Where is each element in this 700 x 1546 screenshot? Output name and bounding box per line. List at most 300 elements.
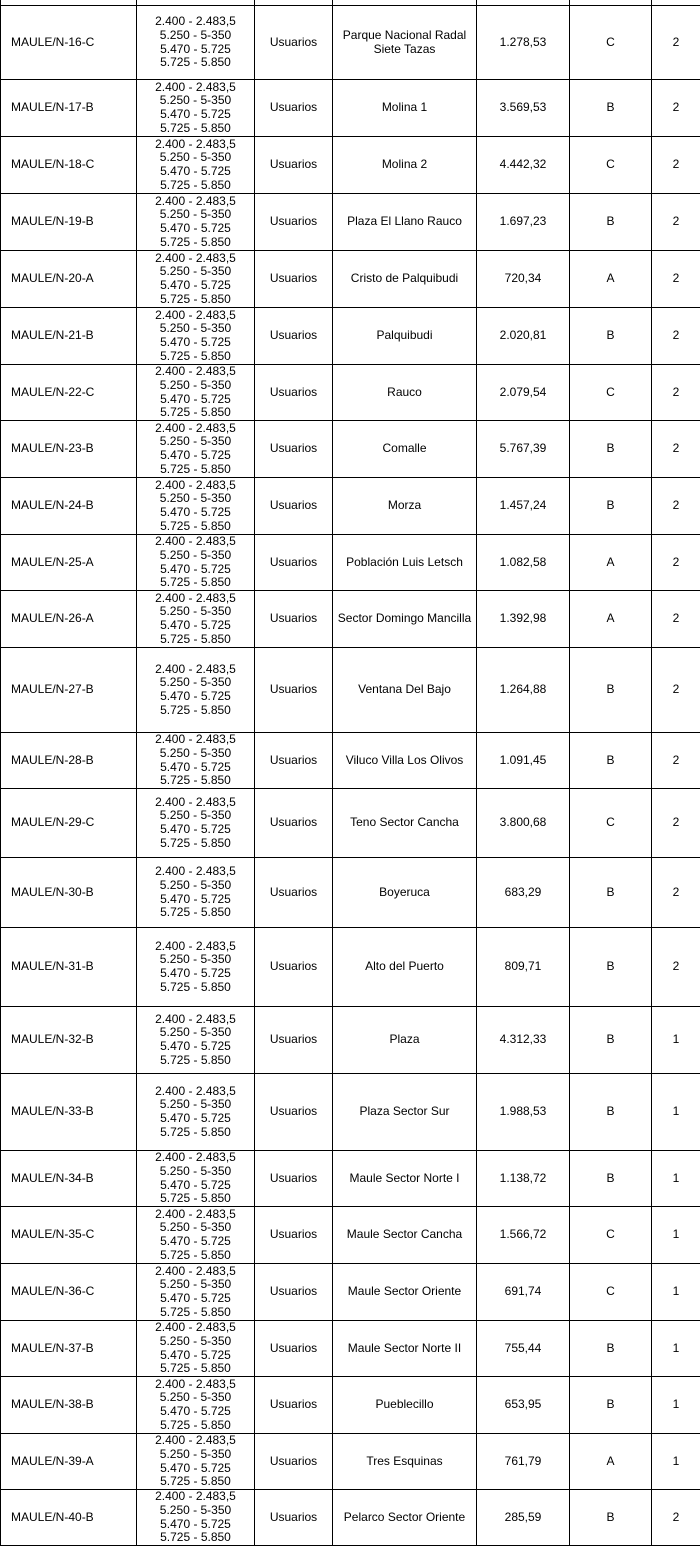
- value-cell: 3.800,68: [477, 789, 570, 858]
- frequency-band-line: 5.250 - 5-350: [140, 1026, 251, 1040]
- category-cell: B: [570, 80, 652, 137]
- count-cell: 2: [652, 308, 700, 365]
- site-code-cell: MAULE/N-17-B: [1, 80, 137, 137]
- frequency-band-line: 5.470 - 5.725: [140, 1462, 251, 1476]
- usage-type-cell: Usuarios: [255, 591, 333, 648]
- location-cell: Pueblecillo: [333, 1377, 477, 1434]
- frequency-band-line: 5.250 - 5-350: [140, 1504, 251, 1518]
- usage-type-cell: Usuarios: [255, 1434, 333, 1490]
- frequency-bands-cell: [137, 1490, 255, 1546]
- frequency-band-line: 2.400 - 2.483,5: [140, 138, 251, 152]
- location-cell: Comalle: [333, 421, 477, 478]
- table-row: [1, 733, 700, 789]
- category-cell: A: [570, 1434, 652, 1490]
- usage-type-cell: Usuarios: [255, 1321, 333, 1377]
- usage-type-cell: Usuarios: [255, 789, 333, 858]
- count-cell: 1: [652, 1207, 700, 1264]
- location-cell: Viluco Villa Los Olivos: [333, 733, 477, 789]
- location-cell: Maule Sector Cancha: [333, 1207, 477, 1264]
- table-row: [1, 1007, 700, 1074]
- frequency-band-line: 2.400 - 2.483,5: [140, 1151, 251, 1165]
- usage-type-cell: Usuarios: [255, 478, 333, 535]
- frequency-band-line: 5.725 - 5.850: [140, 774, 251, 788]
- site-code-cell: MAULE/N-37-B: [1, 1321, 137, 1377]
- category-cell: A: [570, 591, 652, 648]
- site-code-cell: MAULE/N-20-A: [1, 251, 137, 308]
- table-row: [1, 6, 700, 80]
- frequency-band-line: 5.725 - 5.850: [140, 406, 251, 420]
- value-cell: 2.079,54: [477, 365, 570, 421]
- frequency-band-line: 2.400 - 2.483,5: [140, 1490, 251, 1504]
- frequency-band-line: 5.250 - 5-350: [140, 605, 251, 619]
- table-row: [1, 365, 700, 421]
- frequency-band-line: 5.470 - 5.725: [140, 1235, 251, 1249]
- category-cell: C: [570, 137, 652, 194]
- count-cell: 2: [652, 789, 700, 858]
- frequency-band-line: 5.470 - 5.725: [140, 761, 251, 775]
- category-cell: B: [570, 478, 652, 535]
- count-cell: 1: [652, 1434, 700, 1490]
- frequency-band-line: 2.400 - 2.483,5: [140, 15, 251, 29]
- frequency-bands-cell: [137, 591, 255, 648]
- usage-type-cell: Usuarios: [255, 308, 333, 365]
- count-cell: 2: [652, 858, 700, 928]
- frequency-band-line: 5.250 - 5-350: [140, 1335, 251, 1349]
- frequency-bands-cell: [137, 308, 255, 365]
- frequency-band-line: 2.400 - 2.483,5: [140, 1085, 251, 1099]
- usage-type-cell: Usuarios: [255, 194, 333, 251]
- site-code-cell: MAULE/N-32-B: [1, 1007, 137, 1074]
- usage-type-cell: Usuarios: [255, 6, 333, 80]
- table-body: [1, 0, 700, 1546]
- frequency-bands-cell: [137, 535, 255, 591]
- value-cell: 1.091,45: [477, 733, 570, 789]
- frequency-bands-cell: [137, 1377, 255, 1434]
- location-cell: Tres Esquinas: [333, 1434, 477, 1490]
- site-code-cell: MAULE/N-39-A: [1, 1434, 137, 1490]
- count-cell: 2: [652, 478, 700, 535]
- frequency-band-line: 5.725 - 5.850: [140, 1192, 251, 1206]
- frequency-bands-cell: [137, 1321, 255, 1377]
- category-cell: B: [570, 1074, 652, 1151]
- frequency-band-line: 5.250 - 5-350: [140, 208, 251, 222]
- location-cell: Boyeruca: [333, 858, 477, 928]
- frequency-band-line: 5.470 - 5.725: [140, 619, 251, 633]
- frequency-band-line: 5.250 - 5-350: [140, 322, 251, 336]
- frequency-band-line: 5.725 - 5.850: [140, 633, 251, 647]
- location-cell: Plaza El Llano Rauco: [333, 194, 477, 251]
- value-cell: 755,44: [477, 1321, 570, 1377]
- frequency-band-line: 5.725 - 5.850: [140, 236, 251, 250]
- frequency-bands-cell: [137, 80, 255, 137]
- location-cell: Ventana Del Bajo: [333, 648, 477, 733]
- frequency-bands-cell: [137, 789, 255, 858]
- frequency-band-line: 2.400 - 2.483,5: [140, 733, 251, 747]
- site-code-cell: MAULE/N-24-B: [1, 478, 137, 535]
- frequency-band-line: 5.250 - 5-350: [140, 953, 251, 967]
- value-cell: 1.278,53: [477, 6, 570, 80]
- count-cell: 2: [652, 6, 700, 80]
- value-cell: 1.697,23: [477, 194, 570, 251]
- usage-type-cell: Usuarios: [255, 858, 333, 928]
- frequency-band-line: 5.250 - 5-350: [140, 1165, 251, 1179]
- site-code-cell: MAULE/N-16-C: [1, 6, 137, 80]
- frequency-band-line: 5.725 - 5.850: [140, 1419, 251, 1433]
- usage-type-cell: Usuarios: [255, 80, 333, 137]
- frequency-band-line: 5.725 - 5.850: [140, 1054, 251, 1068]
- frequency-band-line: 5.470 - 5.725: [140, 690, 251, 704]
- location-cell: Plaza Sector Sur: [333, 1074, 477, 1151]
- usage-type-cell: Usuarios: [255, 1207, 333, 1264]
- category-cell: B: [570, 1151, 652, 1207]
- value-cell: 5.767,39: [477, 421, 570, 478]
- count-cell: 1: [652, 1377, 700, 1434]
- table-row: [1, 80, 700, 137]
- location-cell: Maule Sector Norte II: [333, 1321, 477, 1377]
- table-row: [1, 251, 700, 308]
- frequency-band-line: 5.725 - 5.850: [140, 1249, 251, 1263]
- frequency-bands-cell: [137, 1074, 255, 1151]
- table-row: [1, 421, 700, 478]
- usage-type-cell: Usuarios: [255, 251, 333, 308]
- frequency-bands-cell: [137, 1007, 255, 1074]
- frequency-bands-cell: [137, 1434, 255, 1490]
- usage-type-cell: Usuarios: [255, 137, 333, 194]
- frequency-bands-cell: [137, 137, 255, 194]
- usage-type-cell: Usuarios: [255, 421, 333, 478]
- location-cell: Plaza: [333, 1007, 477, 1074]
- frequency-band-line: 5.470 - 5.725: [140, 1179, 251, 1193]
- frequency-band-line: 5.725 - 5.850: [140, 1531, 251, 1545]
- category-cell: B: [570, 1490, 652, 1546]
- value-cell: 4.312,33: [477, 1007, 570, 1074]
- frequency-band-line: 2.400 - 2.483,5: [140, 252, 251, 266]
- frequency-band-line: 5.250 - 5-350: [140, 879, 251, 893]
- count-cell: 2: [652, 648, 700, 733]
- value-cell: 3.569,53: [477, 80, 570, 137]
- site-code-cell: MAULE/N-22-C: [1, 365, 137, 421]
- site-code-cell: MAULE/N-26-A: [1, 591, 137, 648]
- frequency-band-line: 2.400 - 2.483,5: [140, 663, 251, 677]
- site-code-cell: MAULE/N-21-B: [1, 308, 137, 365]
- frequency-band-line: 5.470 - 5.725: [140, 823, 251, 837]
- table-row: [1, 648, 700, 733]
- value-cell: 809,71: [477, 928, 570, 1007]
- table-row: [1, 1490, 700, 1546]
- frequency-band-line: 5.250 - 5-350: [140, 94, 251, 108]
- table-row: [1, 1151, 700, 1207]
- table-row: [1, 478, 700, 535]
- frequency-band-line: 5.725 - 5.850: [140, 1362, 251, 1376]
- category-cell: B: [570, 1007, 652, 1074]
- frequency-band-line: 5.470 - 5.725: [140, 1405, 251, 1419]
- category-cell: A: [570, 535, 652, 591]
- value-cell: 1.457,24: [477, 478, 570, 535]
- frequency-band-line: 2.400 - 2.483,5: [140, 796, 251, 810]
- count-cell: 1: [652, 1151, 700, 1207]
- frequency-band-line: 5.725 - 5.850: [140, 350, 251, 364]
- value-cell: 1.392,98: [477, 591, 570, 648]
- category-cell: C: [570, 789, 652, 858]
- usage-type-cell: Usuarios: [255, 365, 333, 421]
- frequency-band-line: 2.400 - 2.483,5: [140, 1378, 251, 1392]
- count-cell: 2: [652, 137, 700, 194]
- table-row: [1, 789, 700, 858]
- value-cell: 1.138,72: [477, 1151, 570, 1207]
- category-cell: B: [570, 308, 652, 365]
- usage-type-cell: Usuarios: [255, 733, 333, 789]
- frequency-band-line: 5.470 - 5.725: [140, 893, 251, 907]
- table-row: [1, 308, 700, 365]
- value-cell: 720,34: [477, 251, 570, 308]
- location-cell: Alto del Puerto: [333, 928, 477, 1007]
- site-code-cell: MAULE/N-19-B: [1, 194, 137, 251]
- frequency-bands-cell: [137, 1264, 255, 1321]
- count-cell: 2: [652, 591, 700, 648]
- frequency-band-line: 5.725 - 5.850: [140, 837, 251, 851]
- site-code-cell: MAULE/N-29-C: [1, 789, 137, 858]
- count-cell: 1: [652, 1264, 700, 1321]
- frequency-band-line: 2.400 - 2.483,5: [140, 365, 251, 379]
- category-cell: C: [570, 1264, 652, 1321]
- count-cell: 2: [652, 733, 700, 789]
- frequency-band-line: 2.400 - 2.483,5: [140, 309, 251, 323]
- value-cell: 1.082,58: [477, 535, 570, 591]
- category-cell: B: [570, 1321, 652, 1377]
- frequency-band-line: 5.725 - 5.850: [140, 122, 251, 136]
- frequency-band-line: 5.250 - 5-350: [140, 151, 251, 165]
- table-row: [1, 1207, 700, 1264]
- frequency-band-line: 5.250 - 5-350: [140, 265, 251, 279]
- table-row: [1, 535, 700, 591]
- usage-type-cell: Usuarios: [255, 1377, 333, 1434]
- site-code-cell: MAULE/N-35-C: [1, 1207, 137, 1264]
- usage-type-cell: Usuarios: [255, 648, 333, 733]
- category-cell: B: [570, 194, 652, 251]
- table-row: [1, 1264, 700, 1321]
- frequency-band-line: 5.725 - 5.850: [140, 520, 251, 534]
- site-code-cell: MAULE/N-18-C: [1, 137, 137, 194]
- frequency-band-line: 5.470 - 5.725: [140, 1349, 251, 1363]
- count-cell: 2: [652, 365, 700, 421]
- frequency-band-line: 5.470 - 5.725: [140, 1292, 251, 1306]
- count-cell: 1: [652, 1321, 700, 1377]
- category-cell: C: [570, 1207, 652, 1264]
- frequency-band-line: 2.400 - 2.483,5: [140, 422, 251, 436]
- frequency-band-line: 5.470 - 5.725: [140, 336, 251, 350]
- frequency-band-line: 5.250 - 5-350: [140, 1391, 251, 1405]
- site-code-cell: MAULE/N-38-B: [1, 1377, 137, 1434]
- count-cell: 1: [652, 1074, 700, 1151]
- frequency-band-line: 2.400 - 2.483,5: [140, 1013, 251, 1027]
- location-cell: Maule Sector Norte I: [333, 1151, 477, 1207]
- table-row: [1, 194, 700, 251]
- frequency-band-line: 2.400 - 2.483,5: [140, 535, 251, 549]
- category-cell: B: [570, 1377, 652, 1434]
- frequency-band-line: 5.250 - 5-350: [140, 1278, 251, 1292]
- site-code-cell: MAULE/N-30-B: [1, 858, 137, 928]
- table-row: [1, 1321, 700, 1377]
- frequency-bands-cell: [137, 6, 255, 80]
- table-row: [1, 1377, 700, 1434]
- category-cell: B: [570, 421, 652, 478]
- frequency-band-line: 5.470 - 5.725: [140, 506, 251, 520]
- usage-type-cell: Usuarios: [255, 1151, 333, 1207]
- location-cell: Teno Sector Cancha: [333, 789, 477, 858]
- count-cell: 2: [652, 251, 700, 308]
- frequency-band-line: 5.725 - 5.850: [140, 576, 251, 590]
- table-row: [1, 858, 700, 928]
- frequency-band-line: 5.470 - 5.725: [140, 449, 251, 463]
- frequency-band-line: 2.400 - 2.483,5: [140, 865, 251, 879]
- category-cell: C: [570, 365, 652, 421]
- site-code-cell: MAULE/N-31-B: [1, 928, 137, 1007]
- frequency-band-line: 5.470 - 5.725: [140, 1518, 251, 1532]
- value-cell: 1.264,88: [477, 648, 570, 733]
- frequency-band-line: 5.725 - 5.850: [140, 56, 251, 70]
- location-cell: Cristo de Palquibudi: [333, 251, 477, 308]
- site-code-cell: MAULE/N-40-B: [1, 1490, 137, 1546]
- frequency-band-line: 5.250 - 5-350: [140, 676, 251, 690]
- count-cell: 2: [652, 1490, 700, 1546]
- frequency-band-line: 5.725 - 5.850: [140, 293, 251, 307]
- frequency-band-line: 5.250 - 5-350: [140, 809, 251, 823]
- table-row: [1, 1074, 700, 1151]
- frequency-band-line: 5.250 - 5-350: [140, 29, 251, 43]
- frequency-band-line: 2.400 - 2.483,5: [140, 1265, 251, 1279]
- location-cell: Palquibudi: [333, 308, 477, 365]
- frequency-band-line: 5.470 - 5.725: [140, 108, 251, 122]
- usage-type-cell: Usuarios: [255, 1007, 333, 1074]
- usage-type-cell: Usuarios: [255, 1074, 333, 1151]
- frequency-band-line: 5.725 - 5.850: [140, 1475, 251, 1489]
- frequency-bands-cell: [137, 365, 255, 421]
- category-cell: B: [570, 858, 652, 928]
- frequency-band-line: 5.470 - 5.725: [140, 563, 251, 577]
- usage-type-cell: Usuarios: [255, 1264, 333, 1321]
- site-code-cell: MAULE/N-36-C: [1, 1264, 137, 1321]
- category-cell: B: [570, 928, 652, 1007]
- frequency-band-line: 5.470 - 5.725: [140, 1040, 251, 1054]
- frequency-band-line: 5.470 - 5.725: [140, 1112, 251, 1126]
- value-cell: 653,95: [477, 1377, 570, 1434]
- frequency-band-line: 5.725 - 5.850: [140, 463, 251, 477]
- frequency-band-line: 2.400 - 2.483,5: [140, 81, 251, 95]
- site-code-cell: MAULE/N-25-A: [1, 535, 137, 591]
- frequency-bands-cell: [137, 733, 255, 789]
- category-cell: C: [570, 6, 652, 80]
- frequency-band-line: 5.250 - 5-350: [140, 747, 251, 761]
- frequency-band-line: 5.250 - 5-350: [140, 1448, 251, 1462]
- location-cell: Molina 2: [333, 137, 477, 194]
- frequency-band-line: 5.250 - 5-350: [140, 1221, 251, 1235]
- value-cell: 761,79: [477, 1434, 570, 1490]
- frequency-band-line: 5.725 - 5.850: [140, 704, 251, 718]
- frequency-band-line: 5.470 - 5.725: [140, 393, 251, 407]
- location-cell: Rauco: [333, 365, 477, 421]
- location-cell: Morza: [333, 478, 477, 535]
- value-cell: 285,59: [477, 1490, 570, 1546]
- site-code-cell: MAULE/N-34-B: [1, 1151, 137, 1207]
- frequency-band-line: 5.725 - 5.850: [140, 1306, 251, 1320]
- site-code-cell: MAULE/N-28-B: [1, 733, 137, 789]
- frequency-bands-cell: [137, 1207, 255, 1264]
- frequency-band-line: 5.250 - 5-350: [140, 549, 251, 563]
- table-row: [1, 1434, 700, 1490]
- frequency-bands-cell: [137, 858, 255, 928]
- value-cell: 4.442,32: [477, 137, 570, 194]
- frequency-band-line: 2.400 - 2.483,5: [140, 479, 251, 493]
- value-cell: 1.988,53: [477, 1074, 570, 1151]
- usage-type-cell: Usuarios: [255, 928, 333, 1007]
- frequency-band-line: 2.400 - 2.483,5: [140, 940, 251, 954]
- count-cell: 2: [652, 194, 700, 251]
- table-row: [1, 928, 700, 1007]
- category-cell: B: [570, 733, 652, 789]
- frequency-band-line: 5.725 - 5.850: [140, 179, 251, 193]
- frequency-band-line: 5.470 - 5.725: [140, 165, 251, 179]
- location-cell: Molina 1: [333, 80, 477, 137]
- frequency-band-line: 5.470 - 5.725: [140, 222, 251, 236]
- location-cell: Pelarco Sector Oriente: [333, 1490, 477, 1546]
- frequency-band-line: 2.400 - 2.483,5: [140, 1434, 251, 1448]
- site-code-cell: MAULE/N-27-B: [1, 648, 137, 733]
- site-code-cell: MAULE/N-33-B: [1, 1074, 137, 1151]
- location-cell: Maule Sector Oriente: [333, 1264, 477, 1321]
- value-cell: 1.566,72: [477, 1207, 570, 1264]
- usage-type-cell: Usuarios: [255, 535, 333, 591]
- frequency-band-line: 2.400 - 2.483,5: [140, 592, 251, 606]
- frequency-band-line: 5.250 - 5-350: [140, 435, 251, 449]
- table-row: [1, 591, 700, 648]
- frequency-band-line: 5.470 - 5.725: [140, 279, 251, 293]
- count-cell: 1: [652, 1007, 700, 1074]
- frequency-band-line: 5.470 - 5.725: [140, 43, 251, 57]
- frequency-band-line: 5.250 - 5-350: [140, 379, 251, 393]
- count-cell: 2: [652, 80, 700, 137]
- site-code-cell: MAULE/N-23-B: [1, 421, 137, 478]
- frequency-band-line: 5.250 - 5-350: [140, 1098, 251, 1112]
- frequency-bands-cell: [137, 421, 255, 478]
- location-cell: Sector Domingo Mancilla: [333, 591, 477, 648]
- usage-type-cell: Usuarios: [255, 1490, 333, 1546]
- location-cell: Población Luis Letsch: [333, 535, 477, 591]
- frequency-bands-cell: [137, 194, 255, 251]
- frequency-bands-cell: [137, 1151, 255, 1207]
- frequency-bands-cell: [137, 478, 255, 535]
- location-cell: Parque Nacional Radal Siete Tazas: [333, 6, 477, 80]
- category-cell: A: [570, 251, 652, 308]
- frequency-band-line: 2.400 - 2.483,5: [140, 1321, 251, 1335]
- frequency-bands-cell: [137, 928, 255, 1007]
- frequency-band-line: 2.400 - 2.483,5: [140, 1208, 251, 1222]
- frequency-band-line: 5.725 - 5.850: [140, 981, 251, 995]
- frequency-bands-cell: [137, 251, 255, 308]
- value-cell: 683,29: [477, 858, 570, 928]
- table-row: [1, 137, 700, 194]
- frequency-band-line: 2.400 - 2.483,5: [140, 195, 251, 209]
- frequency-band-line: 5.725 - 5.850: [140, 906, 251, 920]
- frequency-band-line: 5.250 - 5-350: [140, 492, 251, 506]
- count-cell: 2: [652, 535, 700, 591]
- count-cell: 2: [652, 421, 700, 478]
- value-cell: 2.020,81: [477, 308, 570, 365]
- category-cell: B: [570, 648, 652, 733]
- frequency-band-line: 5.470 - 5.725: [140, 967, 251, 981]
- frequency-bands-cell: [137, 648, 255, 733]
- count-cell: 2: [652, 928, 700, 1007]
- value-cell: 691,74: [477, 1264, 570, 1321]
